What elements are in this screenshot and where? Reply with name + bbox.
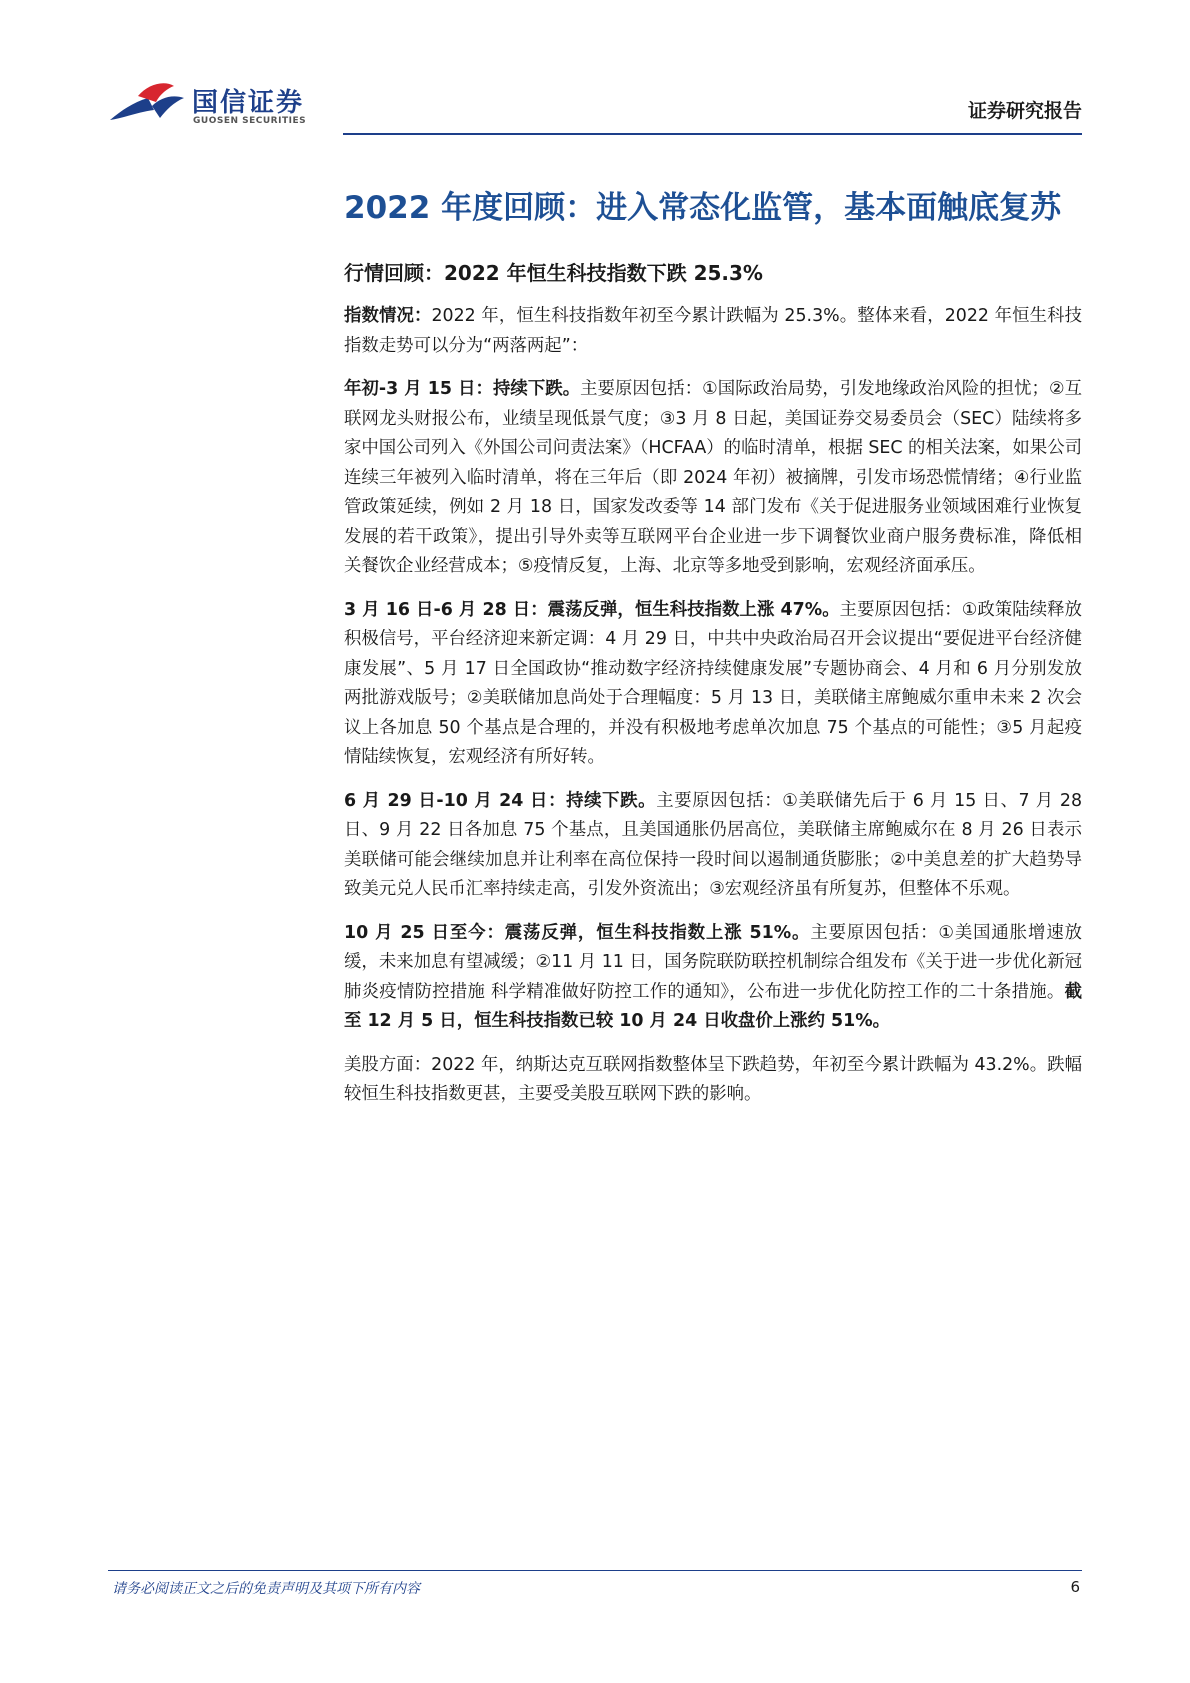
paragraph-index-overview [344, 302, 1082, 361]
guosen-logo-mark-icon [108, 80, 188, 132]
guosen-logo [108, 78, 348, 134]
paragraph-body: 主要原因包括：①政策陆续释放积极信号，平台经济迎来新定调：4 月 29 日，中共中央政治局召开会议提出“要促进平台经济健康发展”、5 月 17 日全国政协“推动数字经济持续健康发展”专题协商会、4 月和 6 月分别发放两批游戏版号；②美联储加息尚处于合理幅度：5 月 13 日，美联储主席鲍威尔重申未来 2 次会议上各加息 50 个基点是合理的，并没有积极地考虑单次加息 75 个基点的可能性；③5 月起疫情陆续恢复，宏观经济有所好转。 [344, 599, 1082, 767]
paragraph-body: 主要原因包括：①美联储先后于 6 月 15 日、7 月 28 日、9 月 22 日各加息 75 个基点，且美国通胀仍居高位，美联储主席鲍威尔在 8 月 26 日表示美联储可能会继续加息并让利率在高位保持一段时间以遏制通货膨胀；②中美息差的扩大趋势导致美元兑人民币汇率持续走高，引发外资流出；③宏观经济虽有所复苏，但整体不乐观。 [344, 790, 1083, 899]
paragraph-lead: 年初-3 月 15 日：持续下跌。 [344, 379, 581, 399]
paragraph-lead: 10 月 25 日至今：震荡反弹，恒生科技指数上涨 51%。 [344, 922, 811, 943]
paragraph-body: 2022 年，恒生科技指数年初至今累计跌幅为 25.3%。整体来看，2022 年恒生科技指数走势可以分为“两落两起”： [344, 306, 1082, 356]
paragraph-lead: 指数情况： [344, 306, 432, 326]
footer-disclaimer: 请务必阅读正文之后的免责声明及其项下所有内容 [112, 1581, 420, 1597]
paragraph-phase-3 [344, 787, 1082, 905]
report-type-label: 证券研究报告 [967, 100, 1082, 122]
main-content [344, 184, 1082, 1124]
paragraph-lead: 3 月 16 日-6 月 28 日：震荡反弹，恒生科技指数上涨 47%。 [344, 599, 840, 620]
footer-divider [108, 1570, 1082, 1571]
paragraph-phase-1 [344, 375, 1082, 582]
logo-english-name: GUOSEN SECURITIES [193, 116, 307, 126]
logo-chinese-name: 国信证券 [192, 88, 305, 118]
paragraph-us-stocks [344, 1051, 1082, 1110]
paragraph-phase-2 [344, 596, 1082, 773]
paragraph-body: 主要原因包括：①国际政治局势，引发地缘政治风险的担忧；②互联网龙头财报公布，业绩呈现低景气度；③3 月 8 日起，美国证券交易委员会（SEC）陆续将多家中国公司列入《外国公司问责法案》（HCFAA）的临时清单，根据 SEC 的相关法案，如果公司连续三年被列入临时清单，将在三年后（即 2024 年初）被摘牌，引发市场恐慌情绪；④行业监管政策延续，例如 2 月 18 日，国家发改委等 14 部门发布《关于促进服务业领域困难行业恢复发展的若干政策》，提出引导外卖等互联网平台企业进一步下调餐饮业商户服务费标准，降低相关餐饮企业经营成本；⑤疫情反复，上海、北京等多地受到影响，宏观经济面承压。 [344, 379, 1082, 576]
paragraph-emphasis: 截至 12 月 5 日，恒生科技指数已较 10 月 24 日收盘价上涨约 51%。 [344, 981, 1082, 1031]
section-title: 行情回顾：2022 年恒生科技指数下跌 25.3% [344, 261, 763, 285]
paragraph-phase-4 [344, 919, 1082, 1037]
paragraph-lead: 6 月 29 日-10 月 24 日：持续下跌。 [344, 790, 657, 811]
page-header [108, 78, 1082, 138]
page-number: 6 [1070, 1578, 1080, 1596]
header-divider [343, 133, 1082, 135]
paragraph-body: 美股方面：2022 年，纳斯达克互联网指数整体呈下跌趋势，年初至今累计跌幅为 43.2%。跌幅较恒生科技指数更甚，主要受美股互联网下跌的影响。 [344, 1054, 1082, 1104]
paragraph-body: 主要原因包括：①美国通胀增速放缓，未来加息有望减缓；②11 月 11 日，国务院联防联控机制综合组发布《关于进一步优化新冠肺炎疫情防控措施 科学精准做好防控工作的通知》，公布进一步优化防控工作的二十条措施。 [344, 922, 1082, 1002]
page-title: 2022 年度回顾：进入常态化监管，基本面触底复苏 [344, 190, 1062, 226]
